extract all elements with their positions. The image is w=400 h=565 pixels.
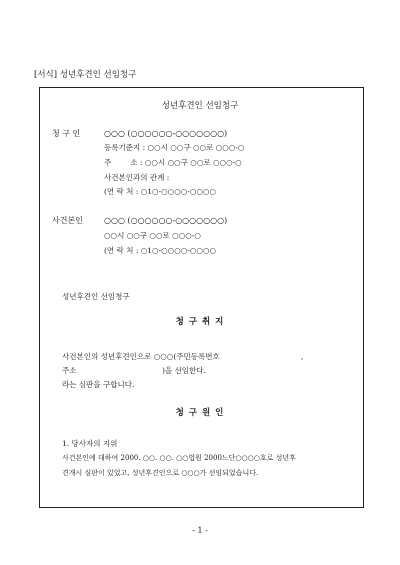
petitioner-label: 청 구 인 (52, 129, 81, 138)
principal-label: 사건본인 (52, 216, 83, 225)
case-name: 성년후견인 선임청구 (62, 292, 130, 301)
grounds-item-1-line-1: 사건본인에 대하여 2000. ○○. ○○. ○○법원 2000느단○○○○호로 성년후 (62, 454, 296, 462)
purpose-line-1-end: , (301, 352, 304, 361)
purpose-line-1: 사건본인의 성년후견인으로 ○○○(주민등록번호 (62, 352, 220, 361)
purpose-heading: 청 구 취 지 (175, 317, 225, 327)
principal-contact: (연 락 처 : ○1○-○○○○-○○○○ (104, 246, 217, 255)
document-title: 성년후견인 선임청구 (161, 101, 239, 111)
purpose-line-2-end: )을 선임한다. (162, 366, 206, 375)
form-label: [서식] 성년후견인 선임청구 (34, 70, 137, 80)
petitioner-registered-address: 등록기준지 : ○○시 ○○구 ○○로 ○○○-○ (104, 143, 245, 152)
grounds-heading: 청 구 원 인 (175, 408, 225, 418)
petitioner-name-id: ○○○ (○○○○○○-○○○○○○○) (104, 129, 228, 138)
petitioner-relation: 사건본인과의 관계 : (104, 173, 170, 182)
principal-name-id: ○○○ (○○○○○○-○○○○○○○) (104, 216, 228, 225)
grounds-item-1-title: 1. 당사자의 지위 (62, 439, 118, 448)
purpose-line-2-start: 주소 (62, 366, 77, 375)
principal-address: ○○시 ○○구 ○○로 ○○○-○ (104, 231, 201, 240)
page-number: - 1 - (192, 526, 208, 535)
petitioner-address: 주 소 : ○○시 ○○구 ○○로 ○○○-○ (104, 158, 242, 167)
petitioner-contact: (연 락 처 : ○1○-○○○○-○○○○ (104, 187, 217, 196)
purpose-line-3: 라는 심판을 구합니다. (62, 380, 135, 389)
grounds-item-1-line-2: 견개시 심판이 있었고, 성년후견인으로 ○○○가 선임되었습니다. (62, 469, 259, 477)
